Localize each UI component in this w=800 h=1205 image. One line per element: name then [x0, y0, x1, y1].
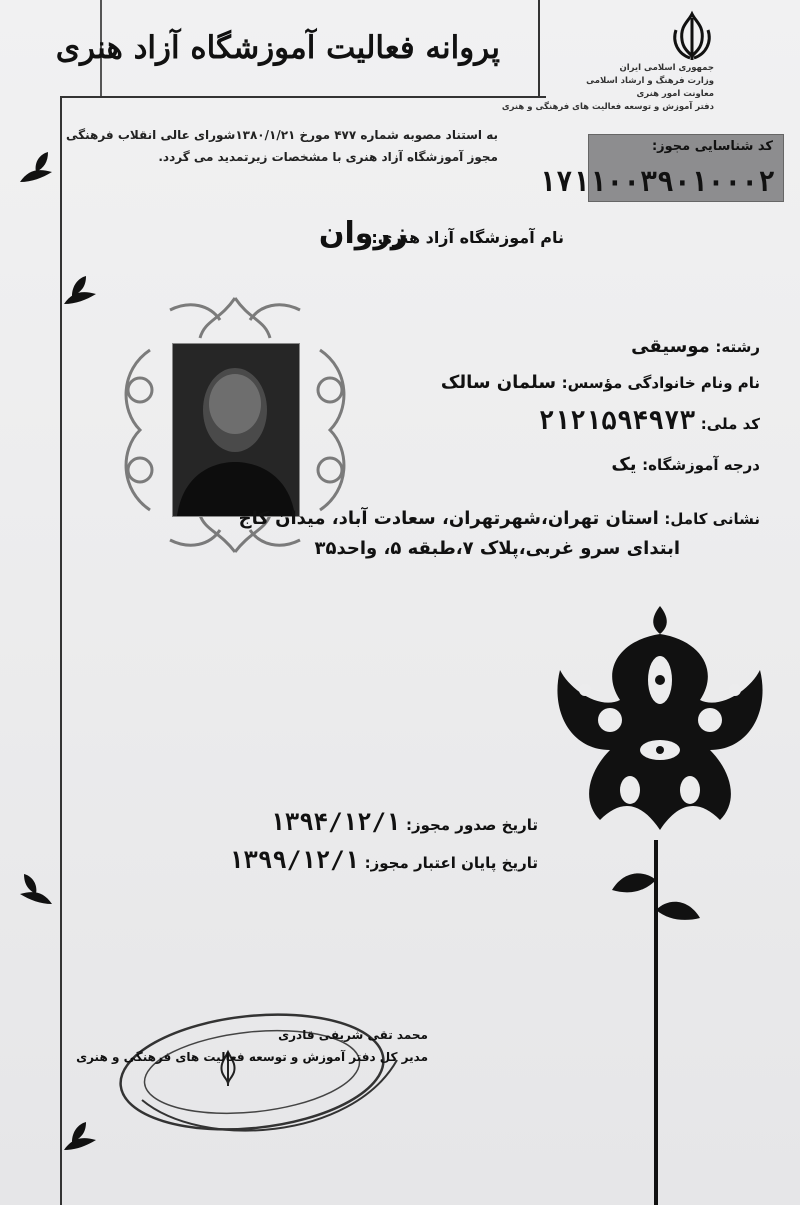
license-code-value: ۱۷۱۱۰۰۳۹۰۱۰۰۰۲ [538, 165, 775, 198]
discipline-row [631, 336, 760, 357]
discipline-value: موسیقی [631, 336, 710, 357]
gov-line-2: وزارت فرهنگ و ارشاد اسلامی [586, 76, 714, 86]
school-name-label: نام آموزشگاه آزاد هنری: [371, 228, 564, 247]
address-line-1: استان تهران،شهرتهران، سعادت آباد، میدان کاج [238, 508, 659, 529]
gov-line-4: دفتر آموزش و توسعه فعالیت های فرهنگی و هنری [501, 102, 714, 112]
signatory-position: مدیر کل دفتر آموزش و توسعه فعالیت های فرهنگی و هنری [76, 1050, 428, 1064]
frame-left-border [60, 96, 62, 1205]
grade-value: یک [611, 454, 637, 475]
issue-date-value: ۱۳۹۴/۱۲/۱ [270, 808, 401, 836]
license-code-label: کد شناسایی مجوز: [651, 139, 773, 154]
title-box [55, 0, 540, 96]
official-seal-icon [112, 1000, 402, 1150]
document-title: پروانه فعالیت آموزشگاه آزاد هنری [55, 30, 500, 66]
national-id-label: کد ملی: [700, 415, 760, 433]
issue-date-label: تاریخ صدور مجوز: [405, 816, 538, 834]
frame-top-border [60, 96, 546, 98]
founder-photo [172, 343, 300, 517]
flower-stem-icon [604, 840, 704, 1205]
address-line-2-row [315, 538, 681, 559]
expiry-date-label: تاریخ پایان اعتبار مجوز: [364, 854, 538, 872]
founder-label: نام ونام خانوادگی مؤسس: [561, 374, 760, 392]
ministry-header [502, 62, 714, 114]
gov-line-3: معاونت امور هنری [636, 89, 714, 99]
founder-row [441, 372, 760, 393]
signature-block [76, 1024, 428, 1068]
intro-text [66, 124, 498, 168]
address-line-2: ابتدای سرو غربی،پلاک ۷،طبقه ۵، واحد۳۵ [314, 538, 680, 559]
discipline-label: رشته: [715, 338, 760, 356]
iran-emblem-icon [668, 10, 716, 64]
address-label: نشانی کامل: [664, 510, 760, 528]
address-row [239, 508, 760, 529]
intro-line-1: به استناد مصوبه شماره ۴۷۷ مورخ ۱۳۸۰/۱/۲۱شورای عالی انقلاب فرهنگی [66, 128, 498, 142]
national-id-row [539, 406, 760, 436]
expiry-date-row [229, 846, 538, 874]
grade-row [611, 454, 760, 475]
expiry-date-value: ۱۳۹۹/۱۲/۱ [228, 846, 360, 874]
leaf-ornament-icon [62, 272, 98, 308]
gov-line-1: جمهوری اسلامی ایران [619, 63, 714, 73]
founder-value: سلمان سالک [440, 372, 557, 393]
grade-label: درجه آموزشگاه: [642, 456, 760, 474]
intro-line-2: مجوز آموزشگاه آزاد هنری با مشخصات زیرتمدید می گردد. [158, 150, 498, 164]
leaf-ornament-icon [62, 1118, 98, 1154]
license-code-box [538, 134, 784, 202]
school-name-value: زروان [318, 216, 408, 251]
leaf-ornament-icon [18, 150, 54, 186]
national-id-value: ۲۱۲۱۵۹۴۹۷۳ [538, 406, 696, 436]
signatory-name: محمد تقی شریفی قادری [278, 1028, 428, 1042]
issue-date-row [270, 808, 538, 836]
leaf-ornament-icon [18, 872, 54, 908]
